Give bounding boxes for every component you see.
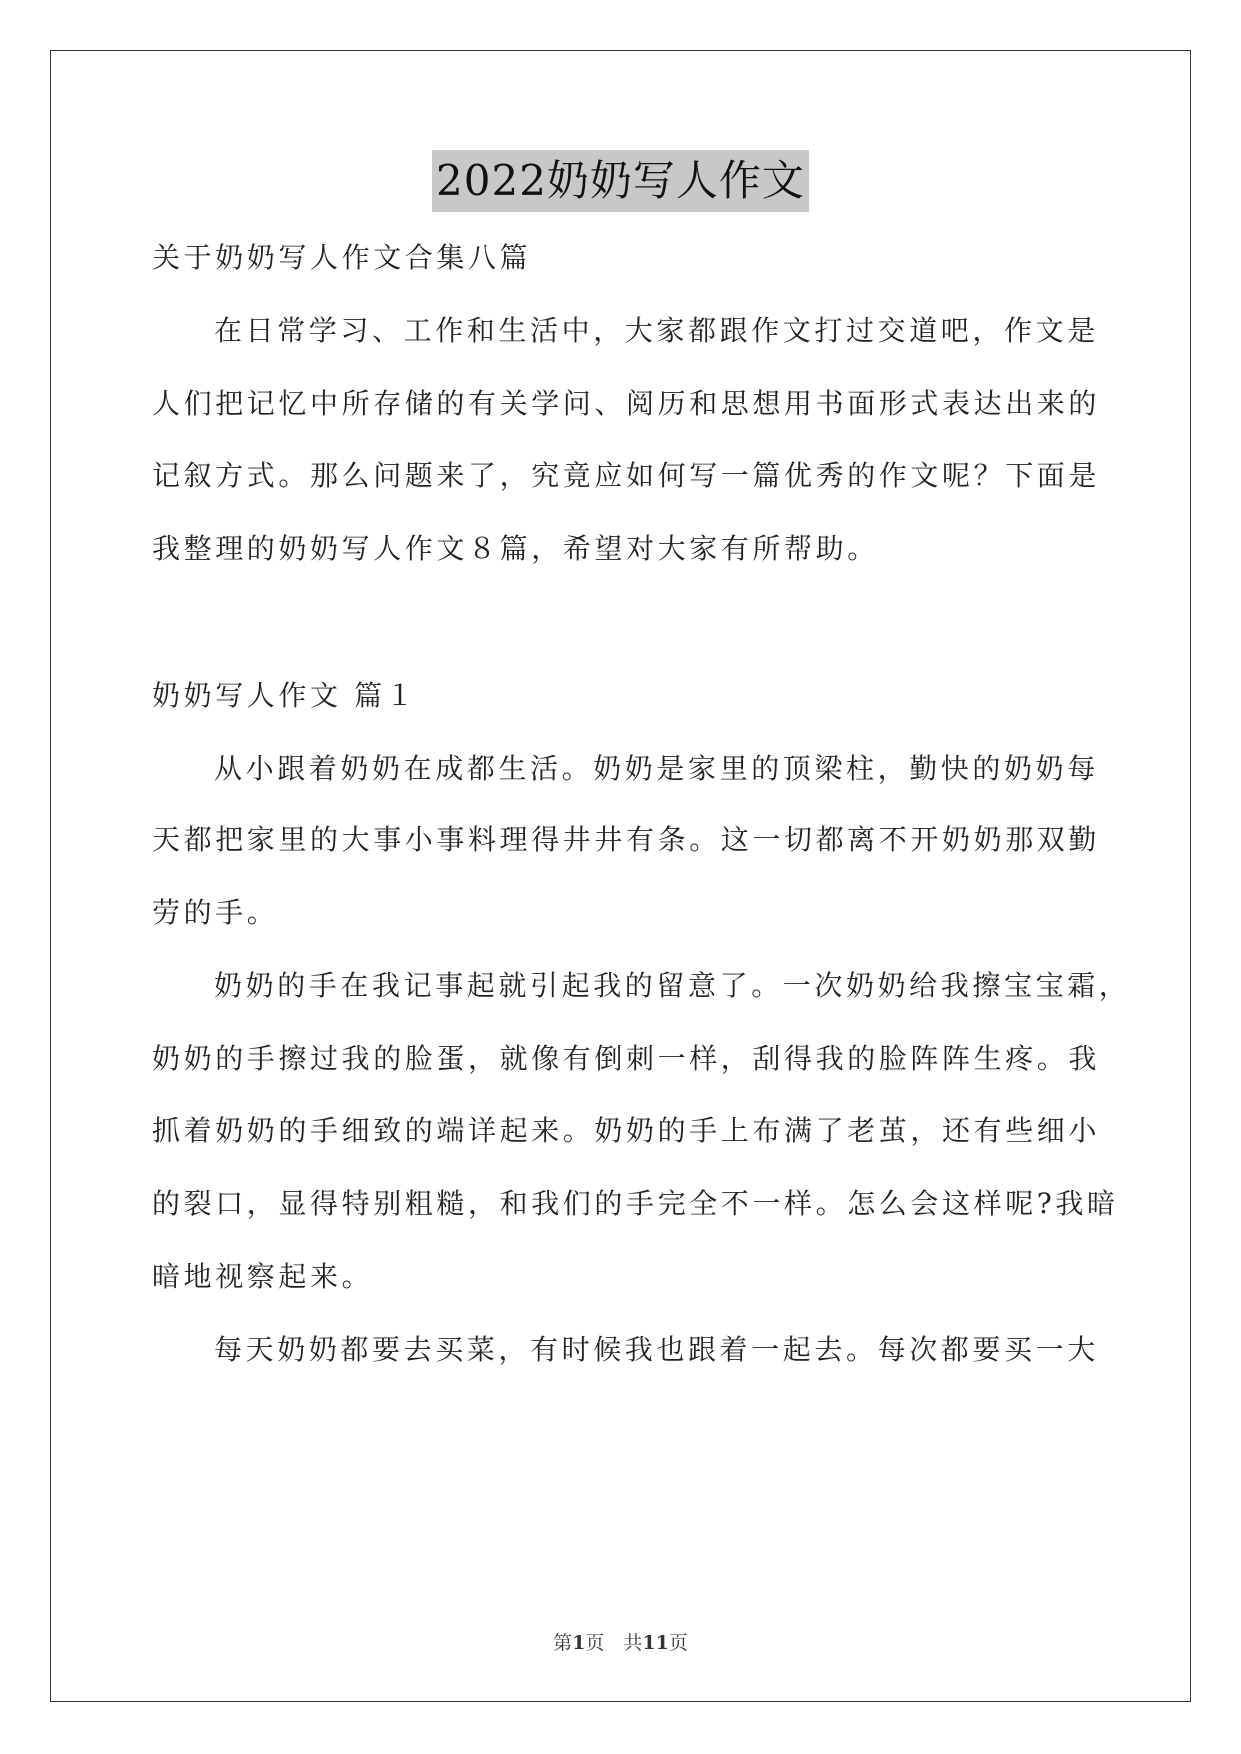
body-line-5: 奶奶的手擦过我的脸蛋，就像有倒刺一样，刮得我的脸阵阵生疼。我: [152, 1042, 1101, 1075]
document-subtitle: 关于奶奶写人作文合集八篇: [152, 241, 532, 274]
section-heading: 奶奶写人作文 篇１: [152, 679, 418, 712]
intro-line-4: 我整理的奶奶写人作文８篇，希望对大家有所帮助。: [152, 532, 879, 565]
page-footer: [0, 1628, 1241, 1655]
title-container: [0, 150, 1241, 212]
intro-line-2: 人们把记忆中所存储的有关学问、阅历和思想用书面形式表达出来的: [152, 387, 1101, 420]
footer-suffix: 页: [668, 1632, 688, 1654]
body-line-9: 每天奶奶都要去买菜，有时候我也跟着一起去。每次都要买一大: [214, 1333, 1099, 1366]
intro-line-3: 记叙方式。那么问题来了，究竟应如何写一篇优秀的作文呢？下面是: [152, 459, 1101, 492]
page-border: [50, 50, 1191, 1702]
footer-prefix: 第: [553, 1632, 573, 1654]
body-line-3: 劳的手。: [152, 896, 279, 929]
document-title: 2022奶奶写人作文: [432, 150, 809, 212]
footer-mid: 页 共: [585, 1632, 643, 1654]
body-line-2: 天都把家里的大事小事料理得井井有条。这一切都离不开奶奶那双勤: [152, 823, 1101, 856]
body-line-1: 从小跟着奶奶在成都生活。奶奶是家里的顶梁柱，勤快的奶奶每: [214, 752, 1099, 785]
body-line-8: 暗地视察起来。: [152, 1260, 374, 1293]
intro-line-1: 在日常学习、工作和生活中，大家都跟作文打过交道吧，作文是: [214, 314, 1099, 347]
body-line-6: 抓着奶奶的手细致的端详起来。奶奶的手上布满了老茧，还有些细小: [152, 1114, 1101, 1147]
body-line-4: 奶奶的手在我记事起就引起我的留意了。一次奶奶给我擦宝宝霜，: [214, 969, 1131, 1002]
body-line-7: 的裂口，显得特别粗糙，和我们的手完全不一样。怎么会这样呢?我暗: [152, 1187, 1119, 1220]
footer-page-total: 11: [642, 1632, 669, 1654]
footer-page-current: 1: [572, 1632, 586, 1654]
